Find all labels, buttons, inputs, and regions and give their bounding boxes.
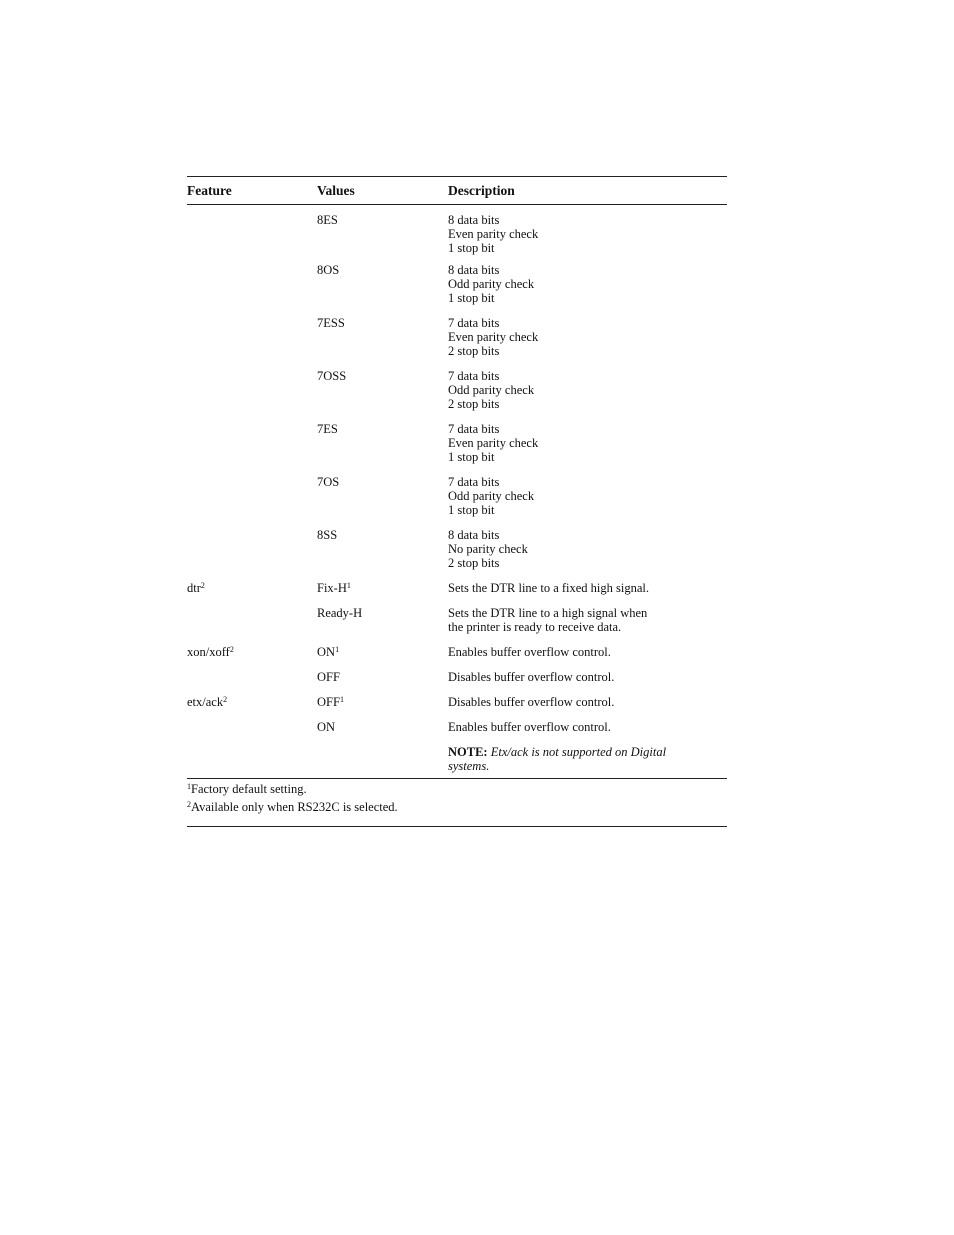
feature-cell <box>187 581 317 595</box>
description-line: Enables buffer overflow control. <box>448 645 611 659</box>
description-cell <box>448 213 727 255</box>
value-name: 7ESS <box>317 316 345 330</box>
description-line: Disables buffer overflow control. <box>448 695 615 709</box>
header-values: Values <box>317 182 355 198</box>
feature-footnote-mark: 2 <box>200 581 205 590</box>
description-line: Disables buffer overflow control. <box>448 670 615 684</box>
description-line: 7 data bits <box>448 369 500 383</box>
value-name: 7OS <box>317 475 340 489</box>
feature-cell <box>187 213 317 255</box>
feature-cell <box>187 645 317 659</box>
value-name: 8ES <box>317 213 338 227</box>
footnote <box>187 782 727 797</box>
feature-cell <box>187 475 317 517</box>
table-row <box>187 670 727 684</box>
header-rule <box>187 204 727 205</box>
feature-cell <box>187 720 317 734</box>
description-line: Sets the DTR line to a fixed high signal. <box>448 581 650 595</box>
description-line: 1 stop bit <box>448 291 495 305</box>
table-body <box>187 213 727 734</box>
description-line: 2 stop bits <box>448 344 500 358</box>
feature-cell <box>187 670 317 684</box>
description-cell <box>448 645 727 659</box>
description-line: Even parity check <box>448 227 539 241</box>
description-line: Sets the DTR line to a high signal when <box>448 606 648 620</box>
description-line: Odd parity check <box>448 383 535 397</box>
value-name: OFF <box>317 695 340 709</box>
table-row <box>187 720 727 734</box>
description-cell <box>448 422 727 464</box>
value-cell <box>317 316 448 358</box>
footnotes <box>187 782 727 815</box>
note-label: NOTE: <box>448 745 488 759</box>
feature-footnote-mark: 2 <box>229 645 234 654</box>
value-cell <box>317 422 448 464</box>
table-row <box>187 581 727 595</box>
description-line: 7 data bits <box>448 475 500 489</box>
table-row <box>187 263 727 305</box>
note-text-line2: systems. <box>448 759 490 773</box>
value-cell <box>317 695 448 709</box>
description-line: No parity check <box>448 542 528 556</box>
description-cell <box>448 581 727 595</box>
description-cell <box>448 720 727 734</box>
feature-name: xon/xoff <box>187 645 230 659</box>
value-cell <box>317 645 448 659</box>
feature-cell <box>187 263 317 305</box>
footnote-text: Available only when RS232C is selected. <box>191 800 398 814</box>
value-name: 7OSS <box>317 369 347 383</box>
feature-cell <box>187 606 317 634</box>
value-name: OFF <box>317 670 340 684</box>
feature-name: dtr <box>187 581 201 595</box>
feature-name: etx/ack <box>187 695 224 709</box>
value-cell <box>317 606 448 634</box>
table-row <box>187 695 727 709</box>
value-cell <box>317 581 448 595</box>
description-cell <box>448 475 727 517</box>
feature-cell <box>187 528 317 570</box>
description-line: Even parity check <box>448 436 539 450</box>
description-line: 2 stop bits <box>448 556 500 570</box>
table-row <box>187 645 727 659</box>
feature-footnote-mark: 2 <box>223 695 228 704</box>
description-line: 1 stop bit <box>448 503 495 517</box>
description-cell <box>448 528 727 570</box>
table-row <box>187 475 727 517</box>
description-line: 2 stop bits <box>448 397 500 411</box>
value-name: Fix-H <box>317 581 347 595</box>
value-cell <box>317 369 448 411</box>
description-cell <box>448 670 727 684</box>
serial-settings-table <box>187 176 727 827</box>
description-line: 8 data bits <box>448 528 500 542</box>
description-line: 1 stop bit <box>448 241 495 255</box>
table-row <box>187 213 727 255</box>
value-cell <box>317 528 448 570</box>
table-row <box>187 528 727 570</box>
description-cell <box>448 263 727 305</box>
table-bottom-rule <box>187 826 727 827</box>
description-line: 7 data bits <box>448 316 500 330</box>
value-name: 8SS <box>317 528 338 542</box>
description-line: 7 data bits <box>448 422 500 436</box>
value-footnote-mark: 1 <box>335 645 340 654</box>
footnote-text: Factory default setting. <box>191 782 307 796</box>
description-line: 8 data bits <box>448 263 500 277</box>
table-header <box>187 177 727 204</box>
description-cell <box>448 695 727 709</box>
description-line: Even parity check <box>448 330 539 344</box>
value-footnote-mark: 1 <box>346 581 351 590</box>
description-cell <box>448 316 727 358</box>
feature-cell <box>187 316 317 358</box>
value-cell <box>317 475 448 517</box>
table-row <box>187 422 727 464</box>
description-line: Enables buffer overflow control. <box>448 720 611 734</box>
feature-cell <box>187 369 317 411</box>
description-cell <box>448 369 727 411</box>
description-line: Odd parity check <box>448 489 535 503</box>
header-description: Description <box>448 182 515 198</box>
footnote <box>187 800 727 815</box>
value-name: 7ES <box>317 422 338 436</box>
feature-cell <box>187 695 317 709</box>
value-name: 8OS <box>317 263 340 277</box>
value-footnote-mark: 1 <box>339 695 344 704</box>
footnote-rule <box>187 778 727 779</box>
value-cell <box>317 213 448 255</box>
value-cell <box>317 670 448 684</box>
description-line: the printer is ready to receive data. <box>448 620 622 634</box>
table-row <box>187 316 727 358</box>
footnote-mark: 2 <box>187 800 191 809</box>
footnote-mark: 1 <box>187 782 191 791</box>
value-name: ON <box>317 645 336 659</box>
note-text-line1: Etx/ack is not supported on Digital <box>490 745 667 759</box>
value-name: ON <box>317 720 336 734</box>
note-row <box>187 745 727 773</box>
description-line: 8 data bits <box>448 213 500 227</box>
feature-cell <box>187 422 317 464</box>
value-cell <box>317 263 448 305</box>
header-feature: Feature <box>187 182 232 198</box>
table-row <box>187 369 727 411</box>
note <box>448 745 727 773</box>
table-row <box>187 606 727 634</box>
description-line: Odd parity check <box>448 277 535 291</box>
description-cell <box>448 606 727 634</box>
value-name: Ready-H <box>317 606 363 620</box>
value-cell <box>317 720 448 734</box>
description-line: 1 stop bit <box>448 450 495 464</box>
